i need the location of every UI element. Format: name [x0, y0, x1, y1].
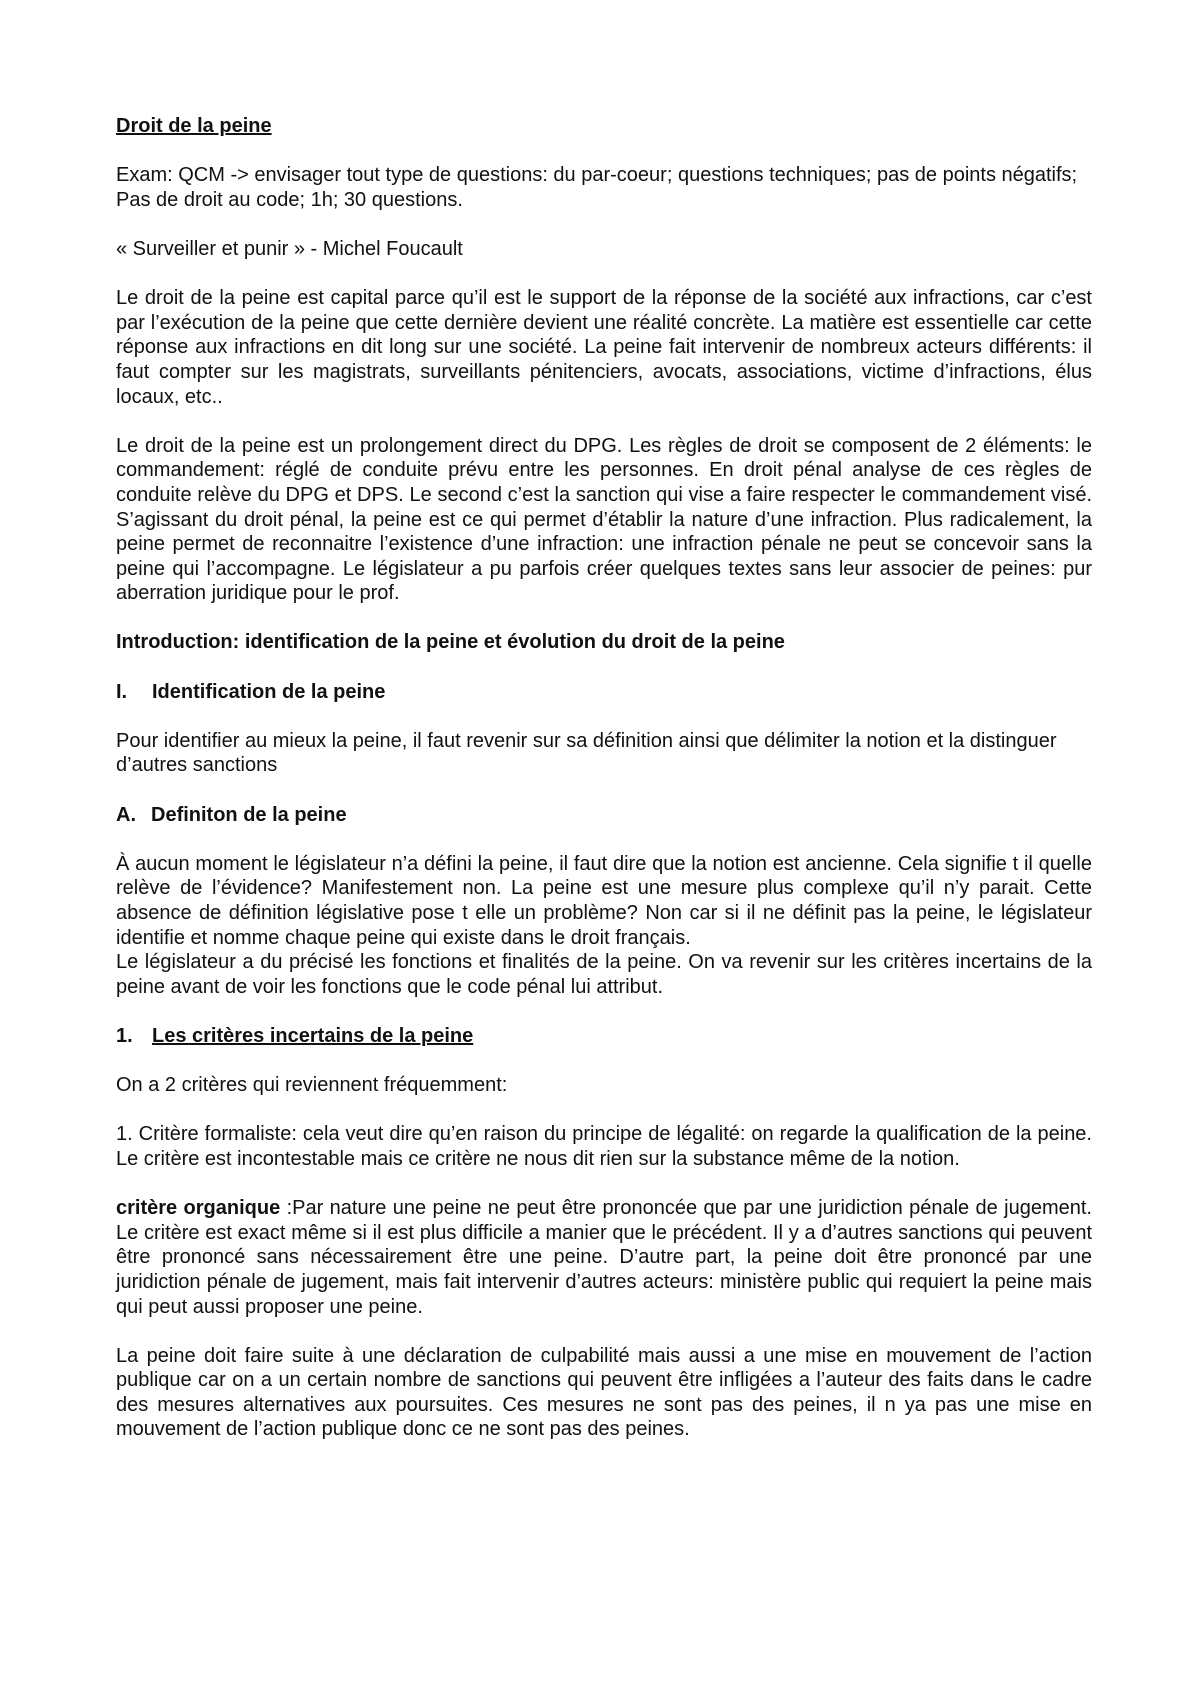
- section-A-number: A.: [116, 803, 136, 826]
- section-1-intro: On a 2 critères qui reviennent fréquemment:: [116, 1074, 508, 1097]
- intro-paragraph-1: Le droit de la peine est capital parce qu’il est le support de la réponse de la société aux infractions, car c’est par l’exécution de la peine que cette dernière devient une réalité concrète. La matière est essentielle car cette réponse aux infractions en dit long sur une société. La peine fait intervenir de nombreux acteurs différents: il faut compter sur les magistrats, surveillants pénitenciers, avocats, associations, victime d’infractions, élus locaux, etc..: [116, 287, 1092, 408]
- section-1-number: 1.: [116, 1024, 133, 1047]
- section-1-title: Les critères incertains de la peine: [152, 1024, 474, 1047]
- section-I-paragraph: Pour identifier au mieux la peine, il faut revenir sur sa définition ainsi que délimiter la notion et la distinguer d’autres sanctions: [116, 729, 1057, 777]
- closing-paragraph: La peine doit faire suite à une déclaration de culpabilité mais aussi a une mise en mouvement de l’action publique car on a un certain nombre de sanctions qui peuvent être infligées a l’auteur des faits dans le cadre des mesures alternatives aux poursuites. Ces mesures ne sont pas des peines, il n ya pas une mise en mouvement de l’action publique donc ce ne sont pas des peines.: [116, 1344, 1092, 1441]
- criterion-organique: [116, 1196, 1092, 1319]
- criterion-organique-label: critère organique: [116, 1197, 281, 1220]
- intro-paragraph-2: Le droit de la peine est un prolongement direct du DPG. Les règles de droit se composent de 2 éléments: le commandement: réglé de conduite prévu entre les personnes. En droit pénal analyse de ces règles de conduite relève du DPG et DPS. Le second c’est la sanction qui vise a faire respecter le commandement visé. S’agissant du droit pénal, la peine est ce qui permet d’établir la nature d’une infraction. Plus radicalement, la peine permet de reconnaitre l’existence d’une infraction: une infraction pénale ne peut se concevoir sans la peine qui l’accompagne. Le législateur a pu parfois créer quelques textes sans leur associer de peines: pur aberration juridique pour le prof.: [116, 434, 1092, 605]
- exam-note: Exam: QCM -> envisager tout type de questions: du par-coeur; questions techniques; pas de points négatifs; Pas de droit au code; 1h; 30 questions.: [116, 164, 1078, 211]
- section-A-title: Definiton de la peine: [151, 803, 347, 826]
- quote: « Surveiller et punir » - Michel Foucault: [116, 237, 463, 260]
- document-page: [116, 114, 1092, 1467]
- section-A-heading: [116, 803, 1092, 828]
- section-A-paragraph-2: Le législateur a du précisé les fonctions et finalités de la peine. On va revenir sur les critères incertains de la peine avant de voir les fonctions que le code pénal lui attribut.: [116, 951, 1092, 998]
- document-title: Droit de la peine: [116, 115, 272, 137]
- introduction-heading: Introduction: identification de la peine et évolution du droit de la peine: [116, 631, 785, 654]
- section-A-paragraph-1: À aucun moment le législateur n’a défini la peine, il faut dire que la notion est ancienne. Cela signifie t il quelle relève de l’évidence? Manifestement non. La peine est une mesure plus complexe qu’il n’y parait. Cette absence de définition législative pose t elle un problème? Non car si il ne définit pas la peine, le législateur identifie et nomme chaque peine qui existe dans le droit français.: [116, 852, 1092, 949]
- section-I-title: Identification de la peine: [152, 680, 386, 703]
- criterion-formaliste: 1. Critère formaliste: cela veut dire qu’en raison du principe de légalité: on regarde la qualification de la peine. Le critère est incontestable mais ce critère ne nous dit rien sur la substance même de la notion.: [116, 1123, 1092, 1170]
- section-1-heading: [116, 1024, 1092, 1049]
- section-I-number: I.: [116, 680, 128, 703]
- section-I-heading: [116, 680, 1092, 705]
- criterion-organique-text: :Par nature une peine ne peut être prononcée que par une juridiction pénale de jugement. Le critère est exact même si il est plus difficile a manier que le précédent. Il y a d’autres sanctions qui peuvent être prononcé sans nécessairement être une peine. D’autre part, la peine doit être prononcé par une juridiction pénale de jugement, mais fait intervenir d’autres acteurs: ministère public qui requiert la peine mais qui peut aussi proposer une peine.: [116, 1197, 1092, 1318]
